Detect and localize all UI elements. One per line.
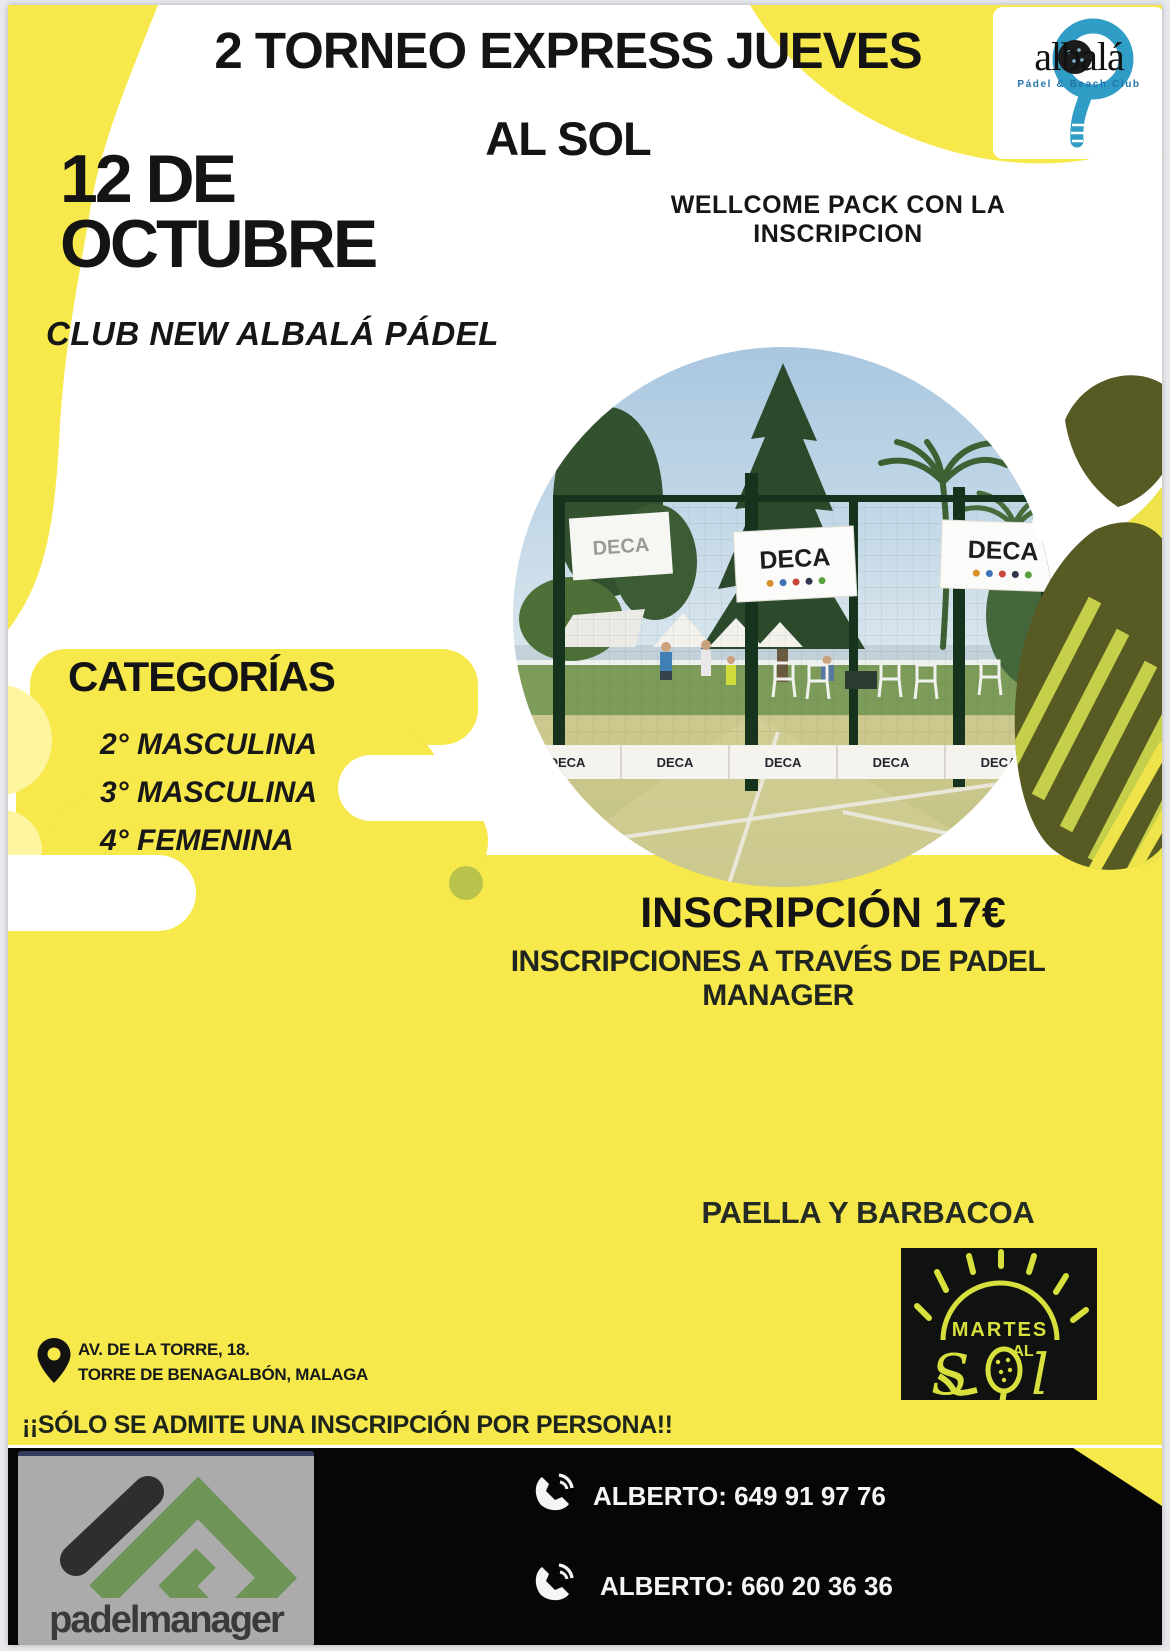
white-edge-notch — [8, 855, 196, 931]
location-pin-icon — [36, 1337, 72, 1385]
category-item: 2° MASCULINA — [100, 728, 318, 761]
svg-text:DECA: DECA — [758, 543, 831, 575]
tournament-poster — [8, 5, 1162, 1645]
footer-yellow-wedge — [1073, 1448, 1162, 1506]
svg-text:DECA: DECA — [967, 535, 1040, 567]
inscription-channel: INSCRIPCIONES A TRAVÉS DE PADEL MANAGER — [510, 945, 1046, 1012]
albala-club-logo — [993, 7, 1162, 159]
olive-decoration — [970, 365, 1162, 895]
deca-banner-left — [569, 512, 673, 581]
club-name: CLUB NEW ALBALÁ PÁDEL — [46, 315, 499, 352]
contact-phone-2: ALBERTO: 660 20 36 36 — [600, 1571, 893, 1601]
svg-text:DECA: DECA — [548, 755, 586, 770]
address-line1: AV. DE LA TORRE, 18. — [78, 1340, 250, 1359]
white-edge-pill — [338, 755, 588, 821]
category-item: 3° MASCULINA — [100, 776, 318, 809]
svg-text:DECA: DECA — [591, 534, 651, 560]
event-date-line2: OCTUBRE — [60, 206, 376, 283]
food-line: PAELLA Y BARBACOA — [701, 1195, 1035, 1230]
phone-call-icon — [531, 1557, 579, 1605]
albala-wordmark: albalá — [1034, 34, 1124, 79]
restriction-note: ¡¡SÓLO SE ADMITE UNA INSCRIPCIÓN POR PERSONA!! — [22, 1411, 673, 1439]
svg-text:DECA: DECA — [980, 755, 1018, 770]
table — [845, 671, 877, 689]
inscription-price: INSCRIPCIÓN 17€ — [640, 889, 1006, 937]
svg-text:DECA: DECA — [764, 755, 802, 770]
martes-al-sol-logo — [901, 1248, 1097, 1400]
poster-title-line2: AL SOL — [485, 112, 651, 165]
padelmanager-mark-icon — [18, 1458, 314, 1598]
categories-list — [100, 721, 317, 865]
padelmanager-wordmark: padelmanager — [49, 1599, 283, 1641]
sol-l-text: l — [1031, 1343, 1049, 1400]
olive-crescent — [1065, 375, 1162, 507]
svg-text:DECA: DECA — [872, 755, 910, 770]
welcome-pack-line: WELLCOME PACK CON LA INSCRIPCION — [670, 191, 1006, 248]
contact-phone-1: ALBERTO: 649 91 97 76 — [593, 1481, 886, 1511]
category-item: 4° FEMENINA — [100, 824, 294, 857]
albala-tagline: Pádel & Beach Club — [1017, 79, 1141, 90]
address-line2: TORRE DE BENAGALBÓN, MALAGA — [78, 1364, 369, 1384]
event-date-line1: 12 DE — [60, 141, 234, 217]
sol-s-text: S — [931, 1343, 970, 1400]
poster-title-line1: 2 TORNEO EXPRESS JUEVES — [214, 22, 922, 79]
olive-dot — [449, 866, 483, 900]
svg-text:DECA: DECA — [656, 755, 694, 770]
deca-banner-center — [733, 526, 856, 602]
phone-call-icon — [531, 1467, 579, 1515]
address-block — [78, 1338, 368, 1387]
event-date — [60, 141, 376, 283]
martes-text: MARTES — [951, 1319, 1049, 1341]
al-text: AL — [1012, 1343, 1034, 1360]
categories-heading: CATEGORÍAS — [68, 653, 335, 700]
padelmanager-logo — [18, 1451, 314, 1645]
